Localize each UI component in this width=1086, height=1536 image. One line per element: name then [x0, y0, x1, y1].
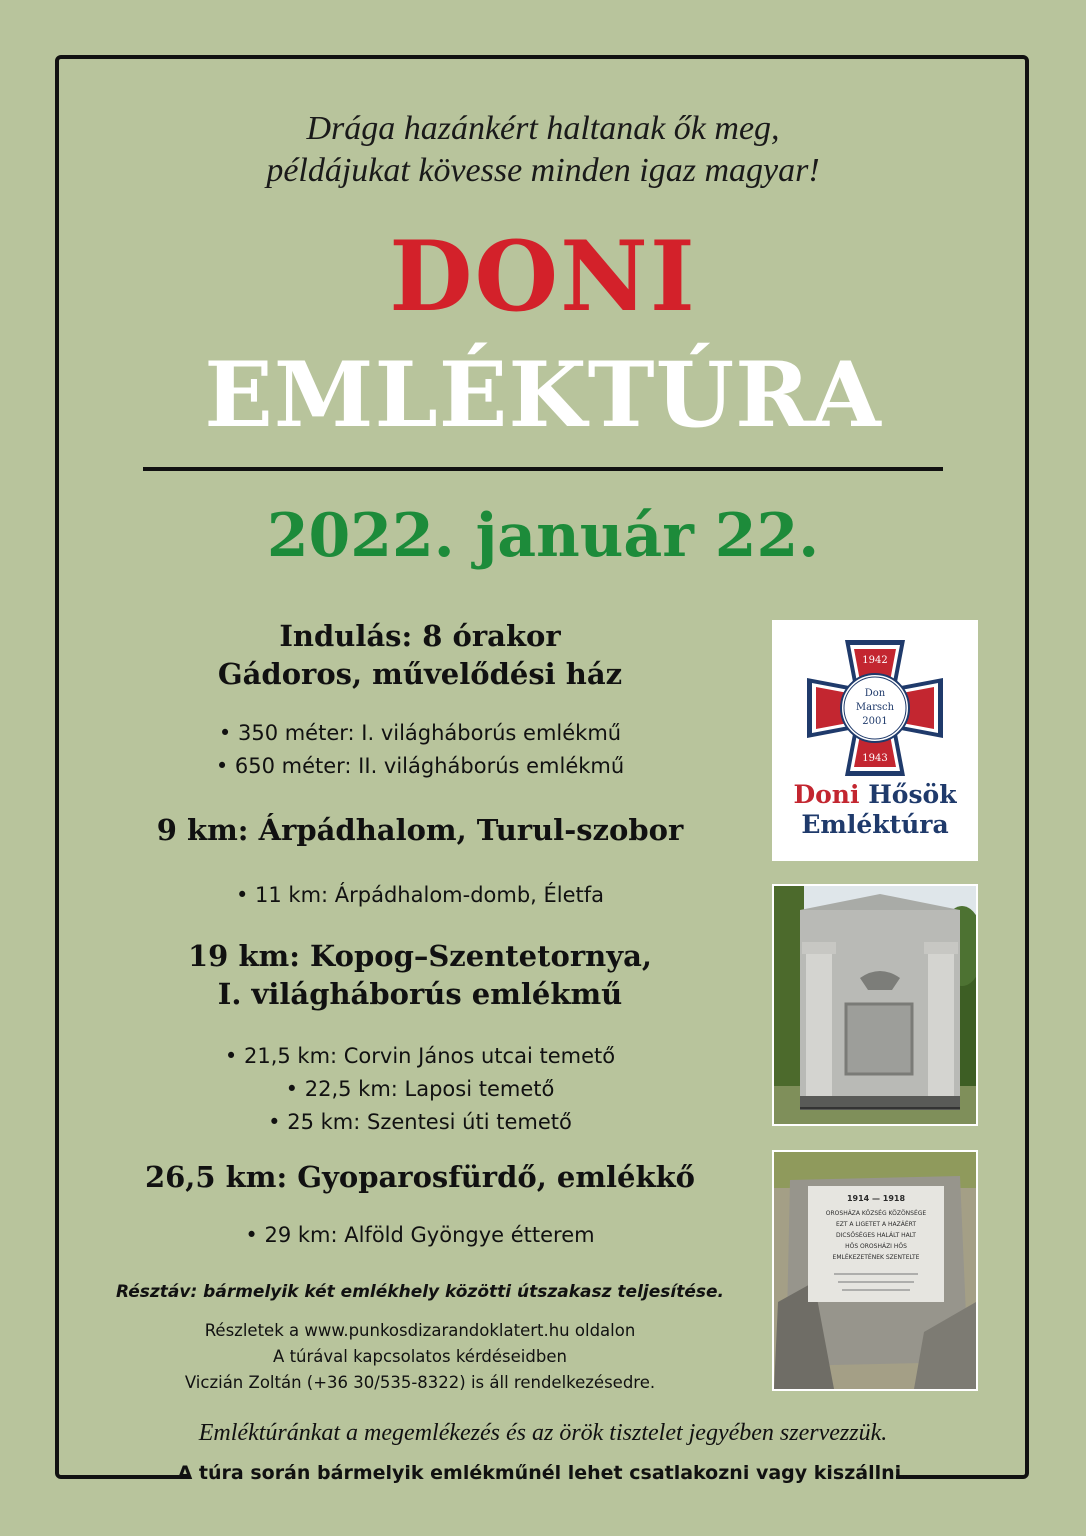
details-line: Viczián Zoltán (+36 30/535-8322) is áll rendelkezésedre.	[184, 1373, 656, 1392]
plaque-years: 1914 — 1918	[846, 1194, 906, 1203]
title-emlektura: EMLÉKTÚRA	[204, 342, 882, 448]
plaque-line: DICSŐSÉGES HALÁLT HALT	[836, 1232, 916, 1239]
motto-line-2: példájukat kövesse minden igaz magyar!	[266, 152, 820, 189]
title-doni: DONI	[389, 220, 697, 333]
stops-list-3	[90, 1040, 750, 1139]
stop-item: • 25 km: Szentesi úti temető	[268, 1110, 572, 1134]
main-stop-label: 26,5 km: Gyoparosfürdő, emlékkő	[144, 1160, 696, 1194]
plaque-line: HŐS OROSHÁZI HŐS	[845, 1243, 907, 1250]
logo-year-top: 1942	[862, 655, 888, 666]
memorial-stone-icon	[774, 1152, 976, 1389]
main-stop-label: I. világháborús emlékmű	[217, 977, 623, 1011]
motto-line-1: Drága hazánkért haltanak ők meg,	[306, 110, 780, 147]
details-line: A túrával kapcsolatos kérdéseidben	[273, 1347, 567, 1366]
partial-distance-note	[90, 1278, 750, 1306]
memorial-stone-photo	[772, 1150, 978, 1391]
plaque-line: OROSHÁZA KÖZSÉG KÖZÖNSÉGE	[825, 1210, 927, 1217]
main-stop-label: 19 km: Kopog–Szentetornya,	[188, 939, 652, 973]
stop-item: • 21,5 km: Corvin János utcai temető	[224, 1044, 616, 1068]
cross-emblem-icon	[774, 636, 976, 796]
stops-list-1	[90, 717, 750, 783]
main-stop-4	[90, 1158, 750, 1196]
title-divider	[143, 467, 943, 471]
details-line: Részletek a www.punkosdizarandoklatert.hu oldalon	[204, 1321, 636, 1340]
stop-item: • 29 km: Alföld Gyöngye étterem	[245, 1223, 595, 1247]
logo-caption-line-1	[774, 780, 976, 810]
partial-note-text: Résztáv: bármelyik két emlékhely közötti útszakasz teljesítése.	[116, 1282, 724, 1302]
footer-bold: A túra során bármelyik emlékműnél lehet csatlakozni vagy kiszállni.	[177, 1462, 909, 1484]
stop-item: • 350 méter: I. világháborús emlékmű	[218, 721, 622, 745]
stops-list-2	[90, 879, 750, 912]
stop-item: • 650 méter: II. világháborús emlékmű	[215, 754, 625, 778]
logo-founded: 2001	[862, 716, 888, 727]
stops-list-4	[90, 1219, 750, 1252]
memorial-photo	[772, 884, 978, 1126]
stop-item: • 11 km: Árpádhalom-domb, Életfa	[235, 883, 605, 907]
main-stop-label: 9 km: Árpádhalom, Turul-szobor	[156, 813, 684, 847]
logo-word-doni: Doni	[793, 780, 860, 809]
logo-name-1: Don	[864, 688, 886, 699]
start-location: Gádoros, művelődési ház	[217, 657, 623, 691]
footer-italic: Emléktúránkat a megemlékezés és az örök tisztelet jegyében szervezzük.	[198, 1420, 888, 1446]
event-date: 2022. január 22.	[266, 501, 820, 571]
motto	[0, 108, 1086, 192]
details-block	[90, 1318, 750, 1396]
plaque-line: EZT A LIGETET A HAZÁÉRT	[835, 1221, 917, 1228]
stop-item: • 22,5 km: Laposi temető	[285, 1077, 555, 1101]
memorial-monument-icon	[774, 886, 976, 1124]
main-stop-2	[90, 811, 750, 849]
logo-year-bottom: 1943	[862, 753, 888, 764]
plaque-line: EMLÉKEZETÉNEK SZENTELTE	[832, 1254, 920, 1261]
start-time: Indulás: 8 órakor	[279, 619, 561, 653]
logo-caption-line-2: Emléktúra	[801, 810, 949, 839]
don-marsch-logo	[772, 620, 978, 861]
start-block	[90, 617, 750, 693]
logo-name-2: Marsch	[855, 702, 895, 713]
logo-word-hosok: Hősök	[868, 780, 957, 809]
main-stop-3	[90, 937, 750, 1013]
